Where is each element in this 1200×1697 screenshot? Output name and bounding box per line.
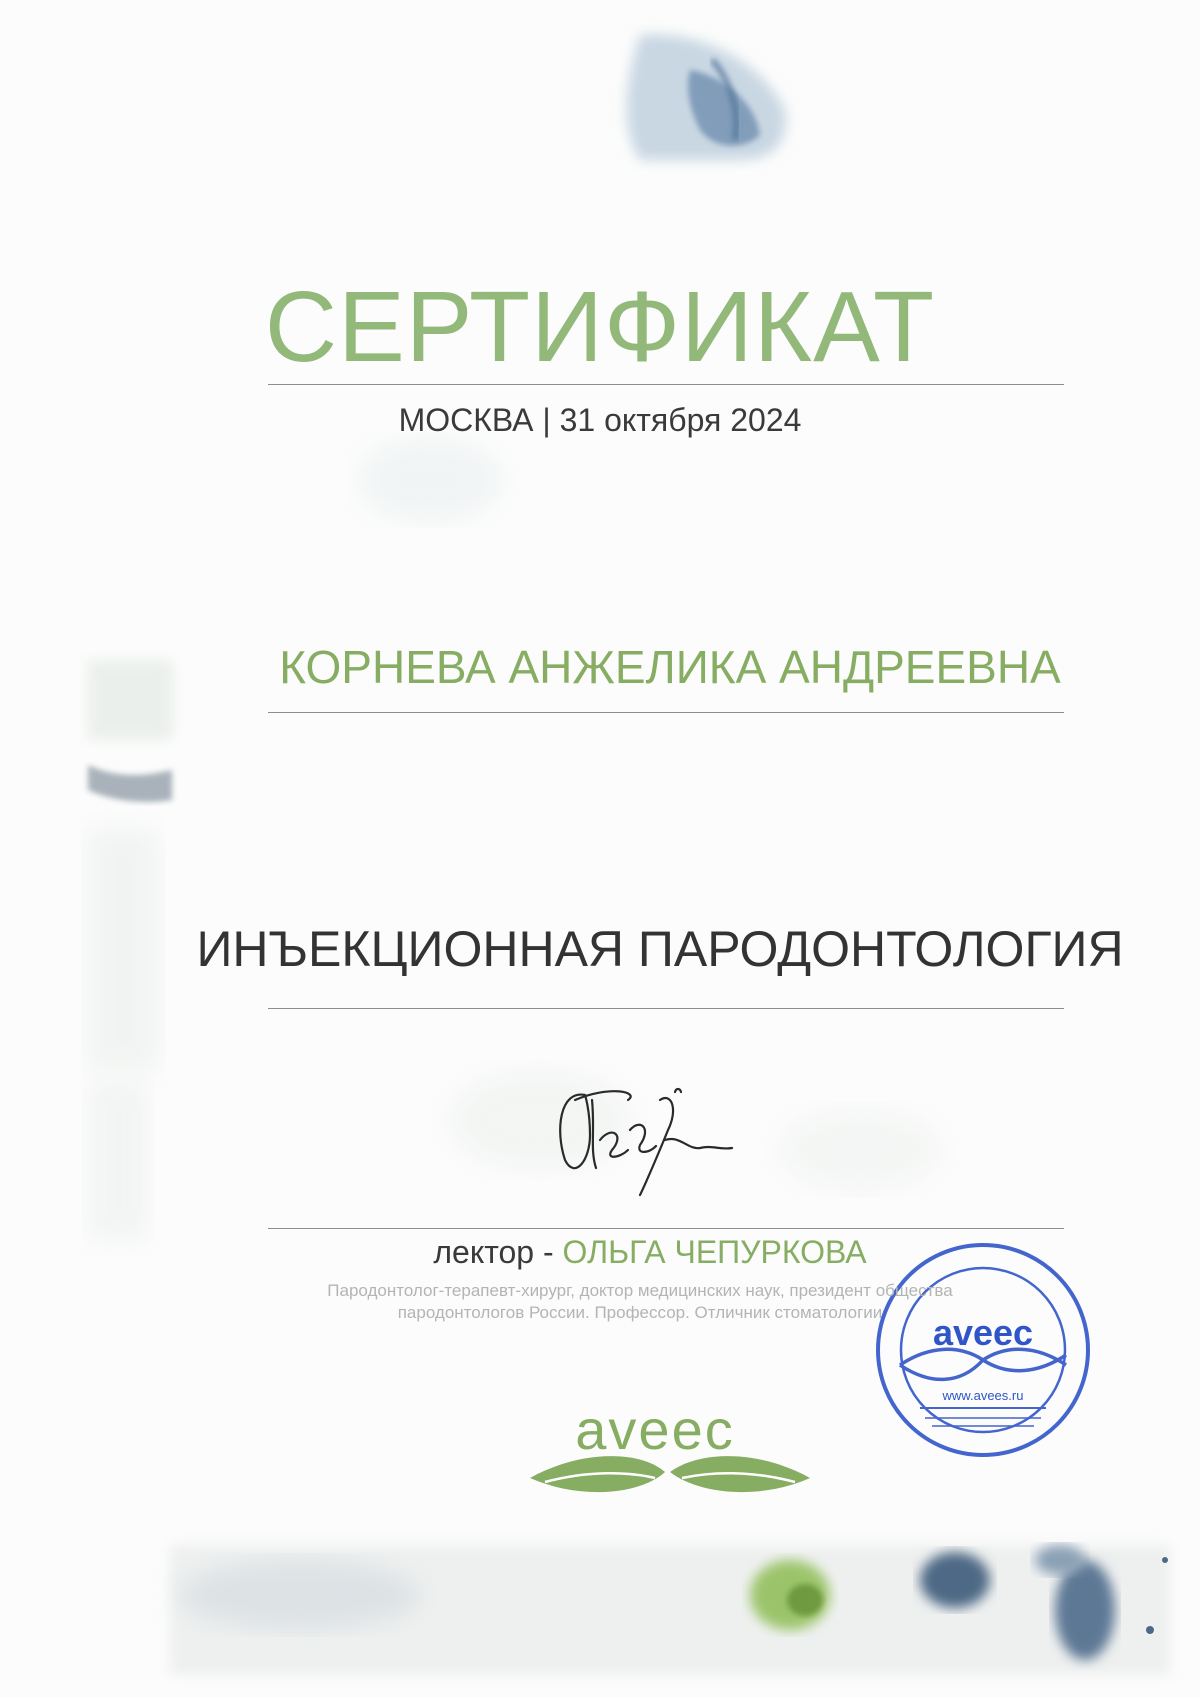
bottom-watercolor-strip <box>170 1545 1170 1675</box>
signature-rule <box>268 1228 1064 1229</box>
recipient-name: КОРНЕВА АНЖЕЛИКА АНДРЕЕВНА <box>279 641 1061 693</box>
place-and-date <box>0 400 1200 440</box>
lecturer-bio <box>270 1280 1010 1324</box>
center-faint-washes <box>360 440 940 1190</box>
stamp-lettering <box>933 1312 1033 1403</box>
course-title: ИНЪЕКЦИОННАЯ ПАРОДОНТОЛОГИЯ <box>196 921 1124 977</box>
course-rule <box>268 1008 1064 1009</box>
lecturer-name: ОЛЬГА ЧЕПУРКОВА <box>562 1234 867 1270</box>
logo-leaves <box>530 1456 810 1492</box>
lecturer-bio-line-2: пародонтологов России. Профессор. Отличник стоматологии <box>397 1303 883 1322</box>
title-rule <box>268 384 1064 385</box>
stamp-site-text: www.avees.ru <box>942 1388 1024 1403</box>
separator: | <box>542 402 551 438</box>
recipient-rule <box>268 712 1064 713</box>
logo-wordmark: aveec <box>575 1398 735 1461</box>
lecturer-bio-line-1: Пародонтолог-терапевт-хирург, доктор медицинских наук, президент общества <box>327 1281 953 1300</box>
top-watercolor-blot <box>627 34 786 160</box>
city: МОСКВА <box>398 402 534 438</box>
stamp-center-text: aveec <box>932 1312 1034 1353</box>
lecturer-prefix: лектор - <box>433 1234 563 1270</box>
lecturer-line <box>200 1232 1100 1272</box>
certificate-title: СЕРТИФИКАТ <box>264 271 936 383</box>
date: 31 октября 2024 <box>559 402 802 438</box>
